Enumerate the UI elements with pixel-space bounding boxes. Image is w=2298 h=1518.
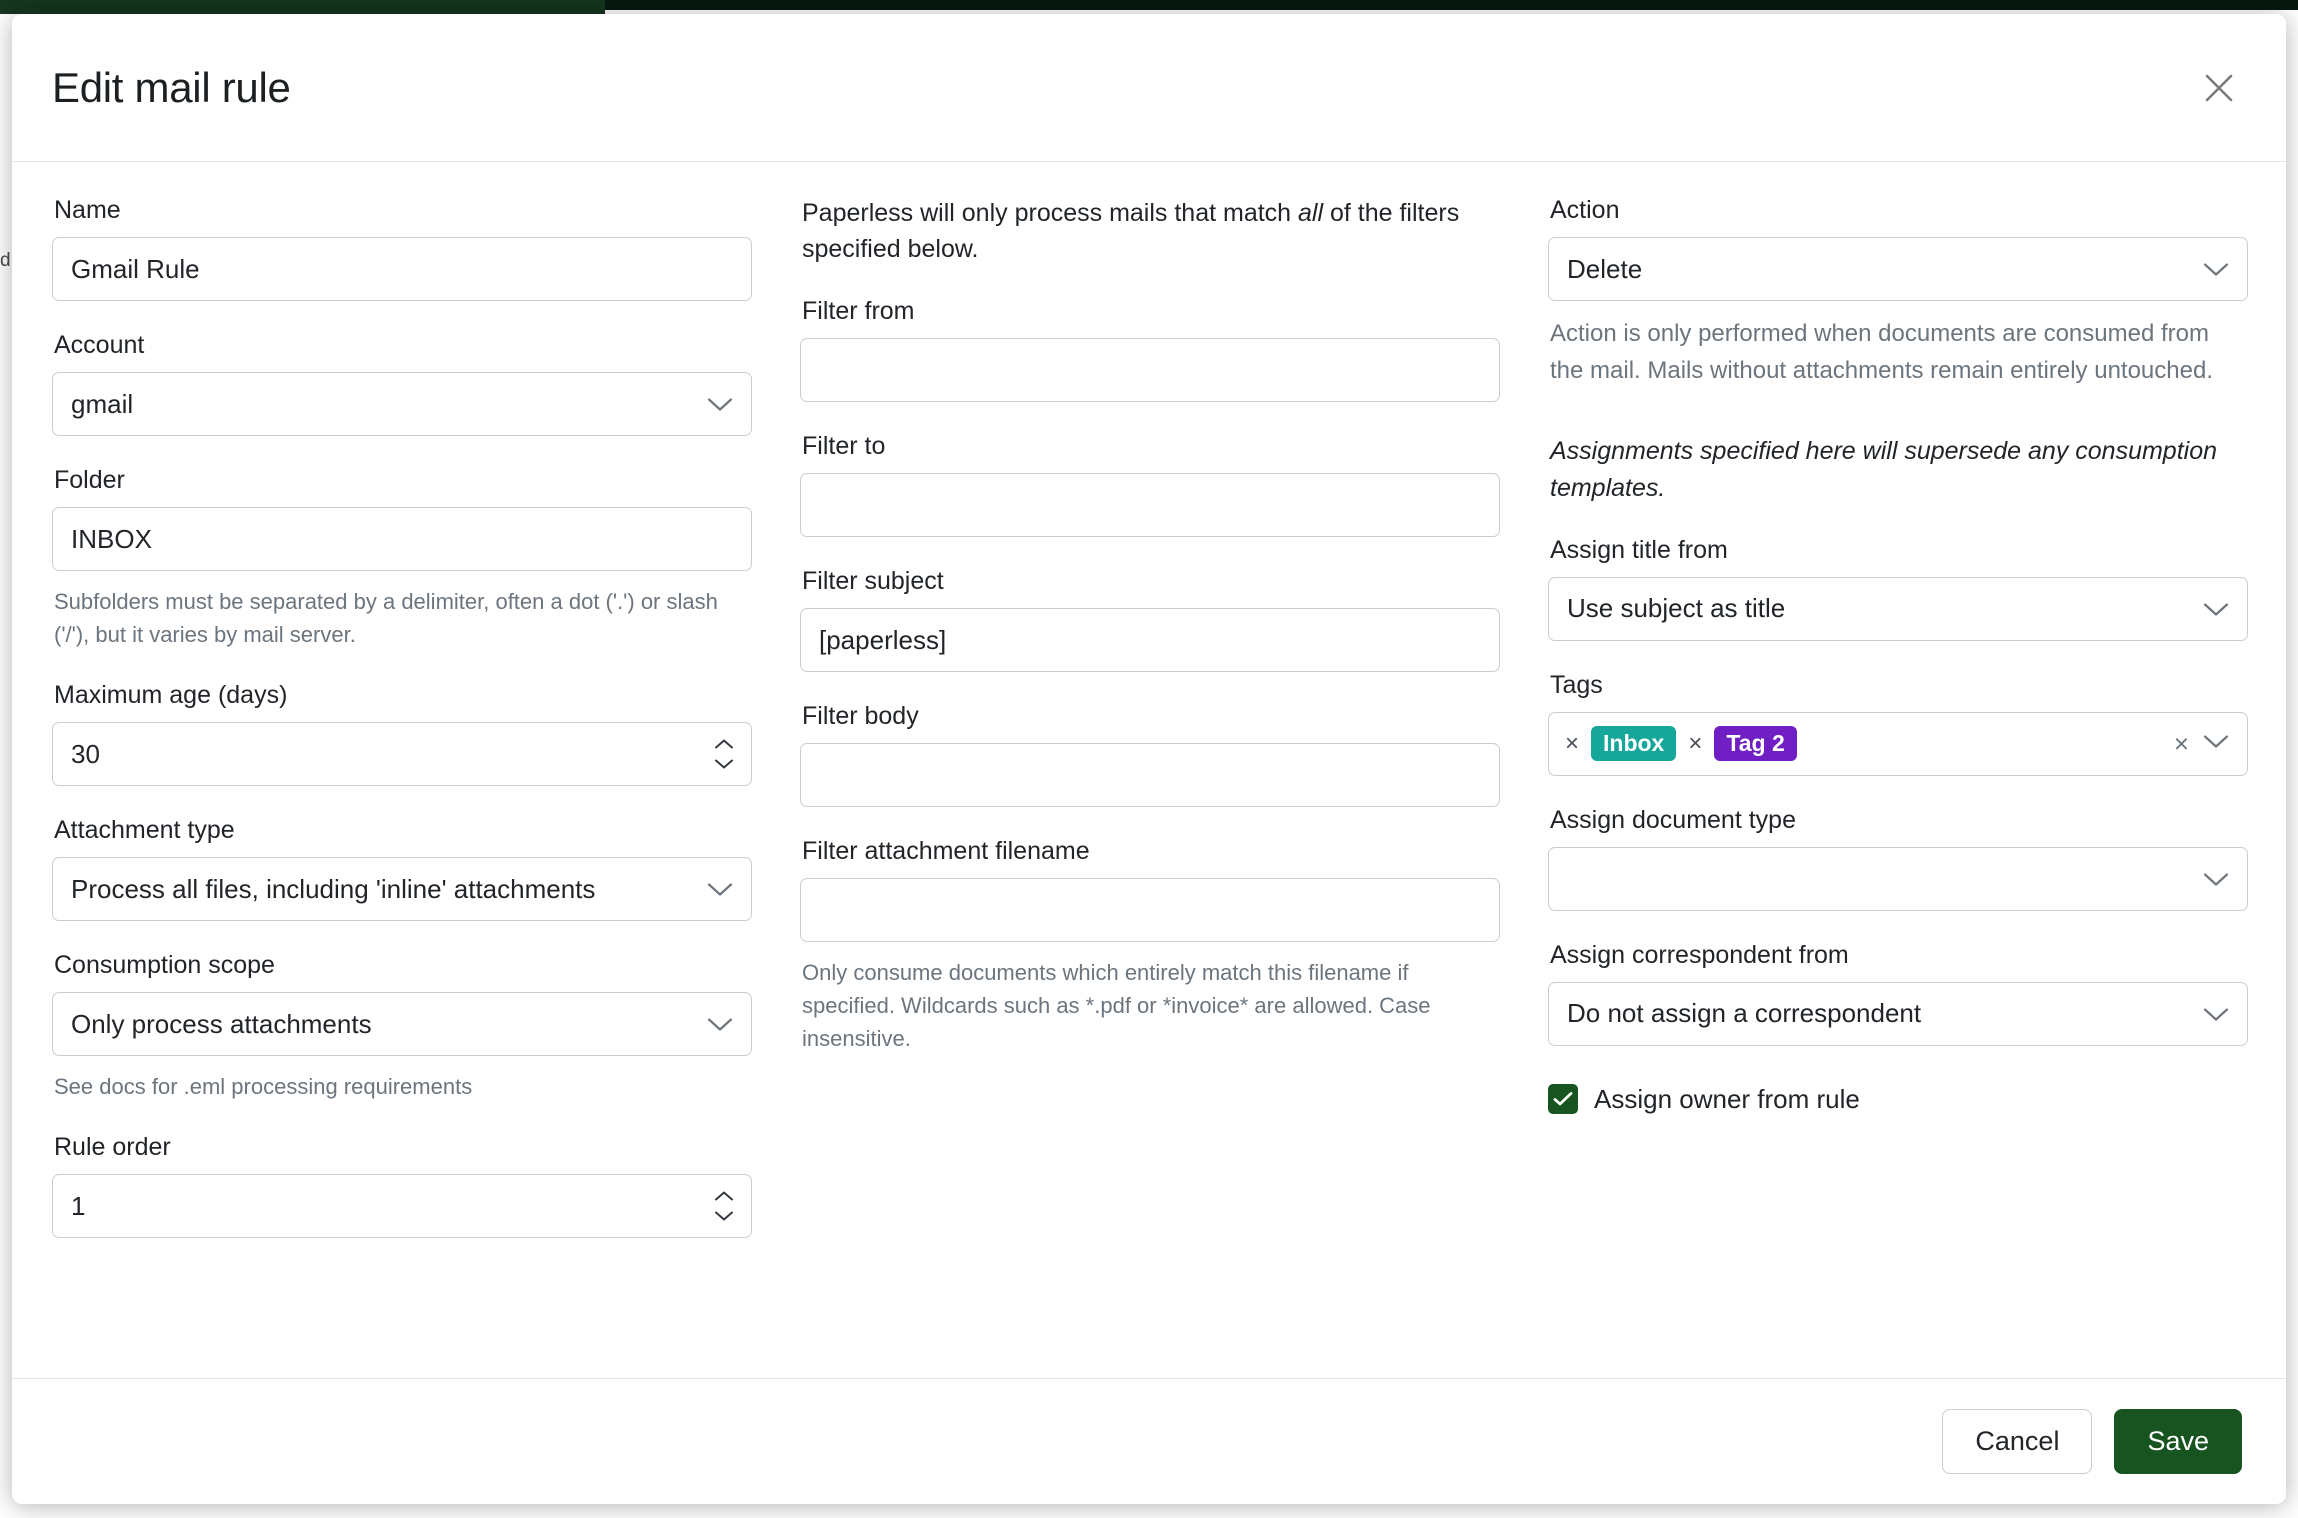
stepper-icon[interactable] [713,738,735,771]
rule-order-stepper[interactable] [52,1174,752,1238]
filter-subject-label: Filter subject [802,567,944,595]
tags-multiselect[interactable] [1548,712,2248,776]
save-button[interactable]: Save [2114,1409,2242,1474]
dialog-body [12,162,2286,1378]
background-sidebar [0,14,10,1518]
filters-intro-after: of the filters specified below. [802,199,1460,263]
rule-order-label: Rule order [54,1133,171,1161]
assign-correspondent-from-value: Do not assign a correspondent [1567,998,1922,1029]
consumption-scope-help-text: See docs for .eml processing requirements [54,1074,473,1099]
filter-body-field[interactable] [800,743,1500,807]
tag-chip-1[interactable] [1714,726,1796,761]
name-field[interactable] [52,237,752,301]
account-label: Account [54,331,145,359]
folder-value: INBOX [71,523,152,554]
filters-intro-text [802,196,1492,267]
filters-intro-emphasis: all [1298,199,1324,227]
maximum-age-value: 30 [71,738,100,769]
assign-correspondent-from-select[interactable] [1548,982,2248,1046]
stepper-icon[interactable] [713,1190,735,1223]
chevron-down-icon [2203,863,2229,894]
assign-correspondent-from-label: Assign correspondent from [1550,940,1849,969]
assign-owner-label: Assign owner from rule [1594,1083,1860,1114]
assign-title-from-label: Assign title from [1550,535,1728,564]
chevron-down-icon [2203,593,2229,624]
attachment-type-label: Attachment type [54,816,235,844]
assign-owner-checkbox[interactable] [1548,1084,1578,1114]
attachment-type-value: Process all files, including 'inline' attachments [71,873,596,904]
maximum-age-stepper[interactable] [52,722,752,786]
filter-attachment-filename-label: Filter attachment filename [802,837,1090,865]
chevron-down-icon [707,874,733,905]
assign-title-from-select[interactable] [1548,577,2248,641]
account-value: gmail [71,388,134,419]
filter-subject-value: [paperless] [819,624,947,655]
filter-to-field[interactable] [800,473,1500,537]
rule-order-value: 1 [71,1190,86,1221]
filters-intro-before: Paperless will only process mails that match [802,199,1299,227]
assign-document-type-label: Assign document type [1550,805,1796,834]
maximum-age-label: Maximum age (days) [54,681,288,709]
filter-attachment-filename-help-text: Only consume documents which entirely match this filename if specified. Wildcards such as *.pdf or *invoice* are allowed. Case insensitive. [802,960,1431,1051]
page-title: Edit mail rule [52,63,291,111]
cancel-button[interactable]: Cancel [1942,1409,2092,1474]
dialog-footer [12,1378,2286,1504]
name-label: Name [54,196,121,224]
close-icon[interactable] [2192,61,2246,115]
chevron-down-icon [2203,254,2229,285]
attachment-type-select[interactable] [52,857,752,921]
tag-chip-label: Tag 2 [1726,730,1785,757]
chevron-down-icon [707,389,733,420]
filter-body-label: Filter body [802,702,919,730]
folder-help-text: Subfolders must be separated by a delimiter, often a dot ('.') or slash ('/'), but it varies by mail server. [54,589,718,647]
action-label: Action [1550,196,1620,224]
action-help-text: Action is only performed when documents are consumed from the mail. Mails without attachments remain entirely untouched. [1550,320,2213,385]
folder-field[interactable] [52,507,752,571]
remove-tag-icon[interactable]: × [1688,729,1703,757]
assign-title-from-value: Use subject as title [1567,593,1786,624]
name-value: Gmail Rule [71,253,200,284]
app-header-strip [0,0,605,14]
column-filters [800,196,1500,1378]
folder-label: Folder [54,466,125,494]
action-select[interactable] [1548,237,2248,301]
chevron-down-icon [707,1009,733,1040]
consumption-scope-value: Only process attachments [71,1008,372,1039]
assign-document-type-select[interactable] [1548,847,2248,911]
clear-all-icon[interactable]: × [2173,728,2189,759]
filter-to-label: Filter to [802,432,886,460]
tag-chip-0[interactable] [1591,726,1676,761]
tag-chip-label: Inbox [1603,730,1665,757]
background-text: d [0,250,11,271]
edit-mail-rule-dialog [12,14,2286,1504]
filter-from-field[interactable] [800,338,1500,402]
assign-owner-from-rule-row[interactable] [1548,1084,2248,1115]
column-actions [1548,196,2248,1378]
filter-attachment-filename-field[interactable] [800,878,1500,942]
chevron-down-icon [2203,998,2229,1029]
account-select[interactable] [52,372,752,436]
action-value: Delete [1567,253,1643,284]
consumption-scope-select[interactable] [52,992,752,1056]
app-header-strip-right [605,0,2298,10]
consumption-scope-label: Consumption scope [54,951,275,979]
column-general [52,196,752,1378]
filter-subject-field[interactable] [800,608,1500,672]
tags-label: Tags [1550,670,1603,699]
filter-from-label: Filter from [802,297,915,325]
assignments-note: Assignments specified here will supersede any consumption templates. [1550,437,2218,502]
dialog-header [12,14,2286,162]
remove-tag-icon[interactable]: × [1565,729,1580,757]
chevron-down-icon[interactable] [2203,733,2229,754]
